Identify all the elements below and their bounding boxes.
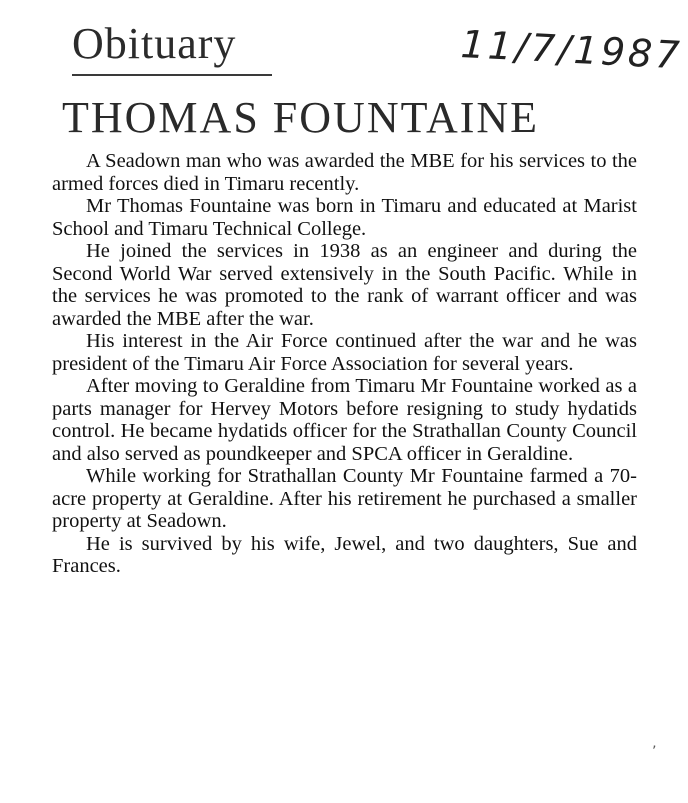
handwritten-date: 11/7/1987 <box>459 22 684 78</box>
article-paragraph: He joined the services in 1938 as an engineer and during the Second World War served extensively in the South Pacific. While in the services he was promoted to the rank of warrant officer and was awarded the MBE after the war. <box>52 240 637 330</box>
article-body <box>52 150 637 578</box>
section-heading: Obituary <box>72 19 237 68</box>
article-paragraph: A Seadown man who was awarded the MBE for his services to the armed forces died in Timaru recently. <box>52 150 637 195</box>
article-paragraph: His interest in the Air Force continued after the war and he was president of the Timaru Air Force Association for several years. <box>52 330 637 375</box>
article-paragraph: While working for Strathallan County Mr Fountaine farmed a 70-acre property at Geraldine. After his retirement he purchased a smaller property at Seadown. <box>52 465 637 532</box>
scan-speck: ’ <box>652 744 657 760</box>
section-heading-rule <box>72 74 272 76</box>
article-paragraph: Mr Thomas Fountaine was born in Timaru and educated at Marist School and Timaru Technical College. <box>52 195 637 240</box>
article-paragraph: He is survived by his wife, Jewel, and two daughters, Sue and Frances. <box>52 532 637 577</box>
obituary-headline: THOMAS FOUNTAINE <box>62 93 540 142</box>
article-paragraph: After moving to Geraldine from Timaru Mr Fountaine worked as a parts manager for Hervey Motors before resigning to study hydatids control. He became hydatids officer for the Strathallan County Council and also served as poundkeeper and SPCA officer in Geraldine. <box>52 375 637 465</box>
